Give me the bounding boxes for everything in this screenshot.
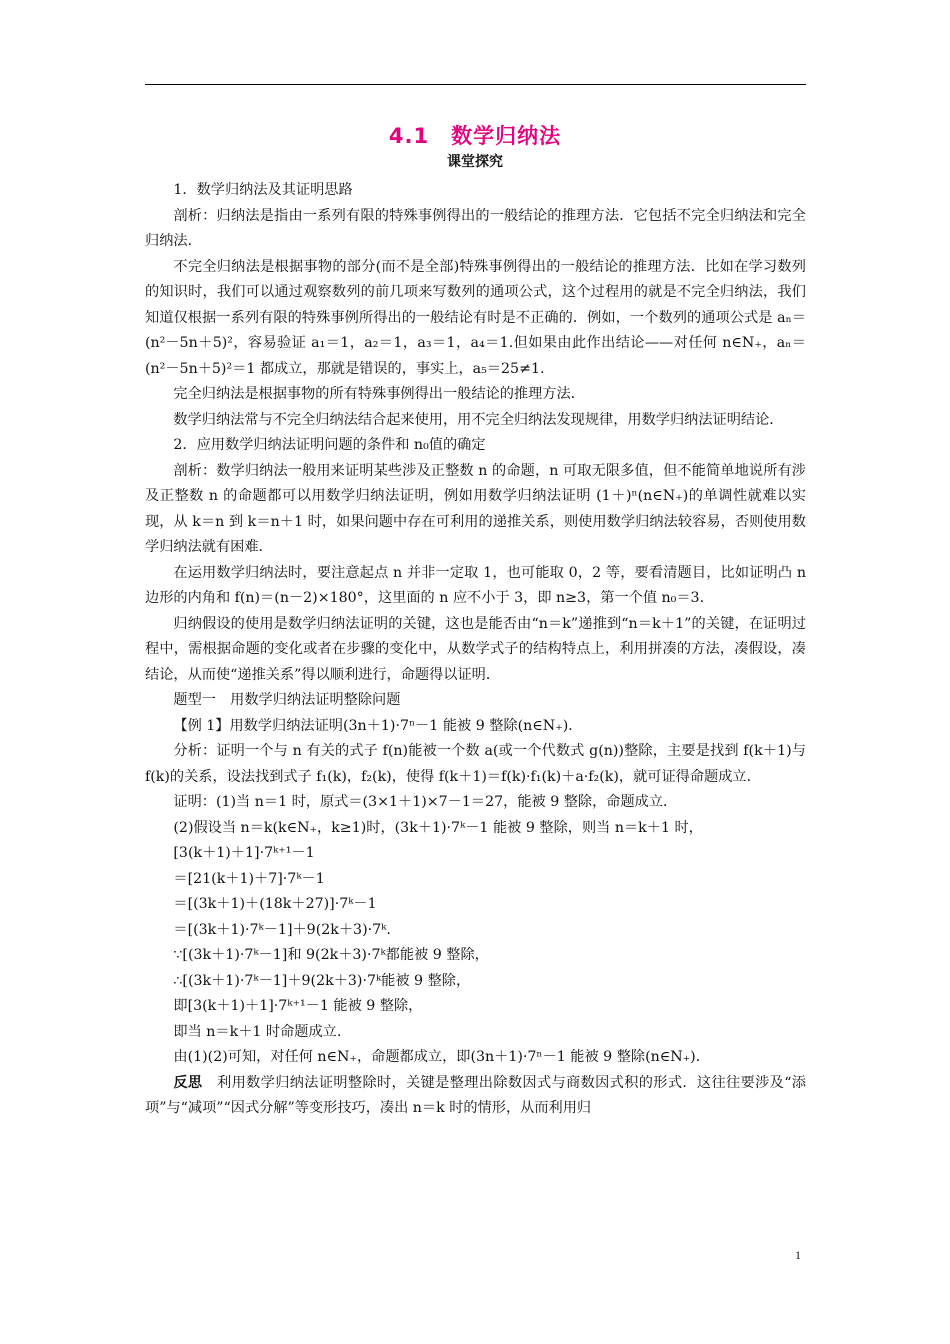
example-statement: 【例 1】用数学归纳法证明(3n＋1)·7ⁿ－1 能被 9 整除(n∈N₊)． — [173, 717, 583, 734]
page-title: 4.1 数学归纳法 — [388, 124, 562, 148]
paragraph: 剖析：归纳法是指由一系列有限的特殊事例得出的一般结论的推理方法．它包括不完全归纳法和完全归纳法． — [145, 207, 806, 249]
document-body — [145, 178, 806, 1122]
proof-line: ＝[21(k＋1)＋7]·7ᵏ－1 — [173, 870, 325, 887]
paragraph: 数学归纳法常与不完全归纳法结合起来使用，用不完全归纳法发现规律，用数学归纳法证明结论． — [173, 411, 784, 428]
proof-line: ＝[(3k＋1)＋(18k＋27)]·7ᵏ－1 — [173, 896, 377, 912]
proof-line: ∵[(3k＋1)·7ᵏ－1]和 9(2k＋3)·7ᵏ都能被 9 整除， — [173, 947, 489, 963]
reflection-label: 反思 — [173, 1074, 203, 1091]
section-heading-2: 2．应用数学归纳法证明问题的条件和 n₀值的确定 — [173, 437, 486, 453]
analysis-paragraph: 分析：证明一个与 n 有关的式子 f(n)能被一个数 a(或一个代数式 g(n))整除，主要是找到 f(k＋1)与 f(k)的关系，设法找到式子 f₁(k)，f₂(k)，使得 f(k＋1)＝f(k)·f₁(k)＋a·f₂(k)，就可证得命题成立． — [145, 743, 806, 785]
paragraph: 归纳假设的使用是数学归纳法证明的关键，这也是能否由“n＝k”递推到“n＝k＋1”的关键，在证明过程中，需根据命题的变化或者在步骤的变化中，从数学式子的结构特点上，利用拼凑的方法，凑假设，凑结论，从而使“递推关系”得以顺利进行，命题得以证明． — [145, 615, 806, 683]
proof-line: [3(k＋1)＋1]·7ᵏ⁺¹－1 — [173, 845, 315, 861]
proof-line: 即[3(k＋1)＋1]·7ᵏ⁺¹－1 能被 9 整除， — [173, 998, 423, 1014]
paragraph: 完全归纳法是根据事物的所有特殊事例得出一般结论的推理方法． — [173, 386, 585, 402]
header-rule — [145, 84, 806, 85]
page-number: 1 — [795, 1248, 801, 1262]
proof-conclusion: 由(1)(2)可知，对任何 n∈N₊，命题都成立，即(3n＋1)·7ⁿ－1 能被 9 整除(n∈N₊)． — [173, 1049, 710, 1065]
proof-line: ＝[(3k＋1)·7ᵏ－1]＋9(2k＋3)·7ᵏ. — [173, 921, 391, 938]
section-subtitle: 课堂探究 — [447, 154, 503, 170]
proof-line: 即当 n＝k＋1 时命题成立. — [173, 1023, 342, 1040]
reflection-text: 利用数学归纳法证明整除时，关键是整理出除数因式与商数因式积的形式．这往往要涉及“添项”与“减项”“因式分解”等变形技巧，凑出 n＝k 时的情形，从而利用归 — [145, 1074, 806, 1116]
paragraph: 不完全归纳法是根据事物的部分(而不是全部)特殊事例得出的一般结论的推理方法．比如在学习数列的知识时，我们可以通过观察数列的前几项来写数列的通项公式，这个过程用的就是不完全归纳法，我们知道仅根据一系列有限的特殊事例所得出的一般结论有时是不正确的．例如，一个数列的通项公式是 aₙ＝(n²－5n＋5)²，容易验证 a₁＝1，a₂＝1，a₃＝1，a₄＝1.但如果由此作出结论——对任何 n∈N₊，aₙ＝(n²－5n＋5)²＝1 都成立，那就是错误的，事实上，a₅＝25≠1. — [145, 258, 806, 377]
proof-line: ∴[(3k＋1)·7ᵏ－1]＋9(2k＋3)·7ᵏ能被 9 整除， — [173, 972, 471, 989]
paragraph: 剖析：数学归纳法一般用来证明某些涉及正整数 n 的命题，n 可取无限多值，但不能简单地说所有涉及正整数 n 的命题都可以用数学归纳法证明，例如用数学归纳法证明 (1＋)ⁿ(n∈N₊)的单调性就难以实现，从 k＝n 到 k＝n＋1 时，如果问题中存在可利用的递推关系，则使用数学归纳法较容易，否则使用数学归纳法就有困难． — [145, 462, 806, 555]
paragraph: 在运用数学归纳法时，要注意起点 n 并非一定取 1，也可能取 0，2 等，要看清题目，比如证明凸 n 边形的内角和 f(n)＝(n－2)×180°，这里面的 n 应不小于 3，即 n≥3，第一个值 n₀＝3. — [145, 564, 806, 606]
section-heading-1: 1．数学归纳法及其证明思路 — [173, 182, 353, 198]
problem-type-heading: 题型一 用数学归纳法证明整除问题 — [173, 692, 401, 708]
proof-step-1: 证明：(1)当 n＝1 时，原式＝(3×1＋1)×7－1＝27，能被 9 整除，命题成立． — [173, 794, 678, 810]
proof-step-2: (2)假设当 n＝k(k∈N₊，k≥1)时，(3k＋1)·7ᵏ－1 能被 9 整除，则当 n＝k＋1 时， — [173, 819, 703, 836]
reflection-paragraph — [145, 1071, 806, 1122]
